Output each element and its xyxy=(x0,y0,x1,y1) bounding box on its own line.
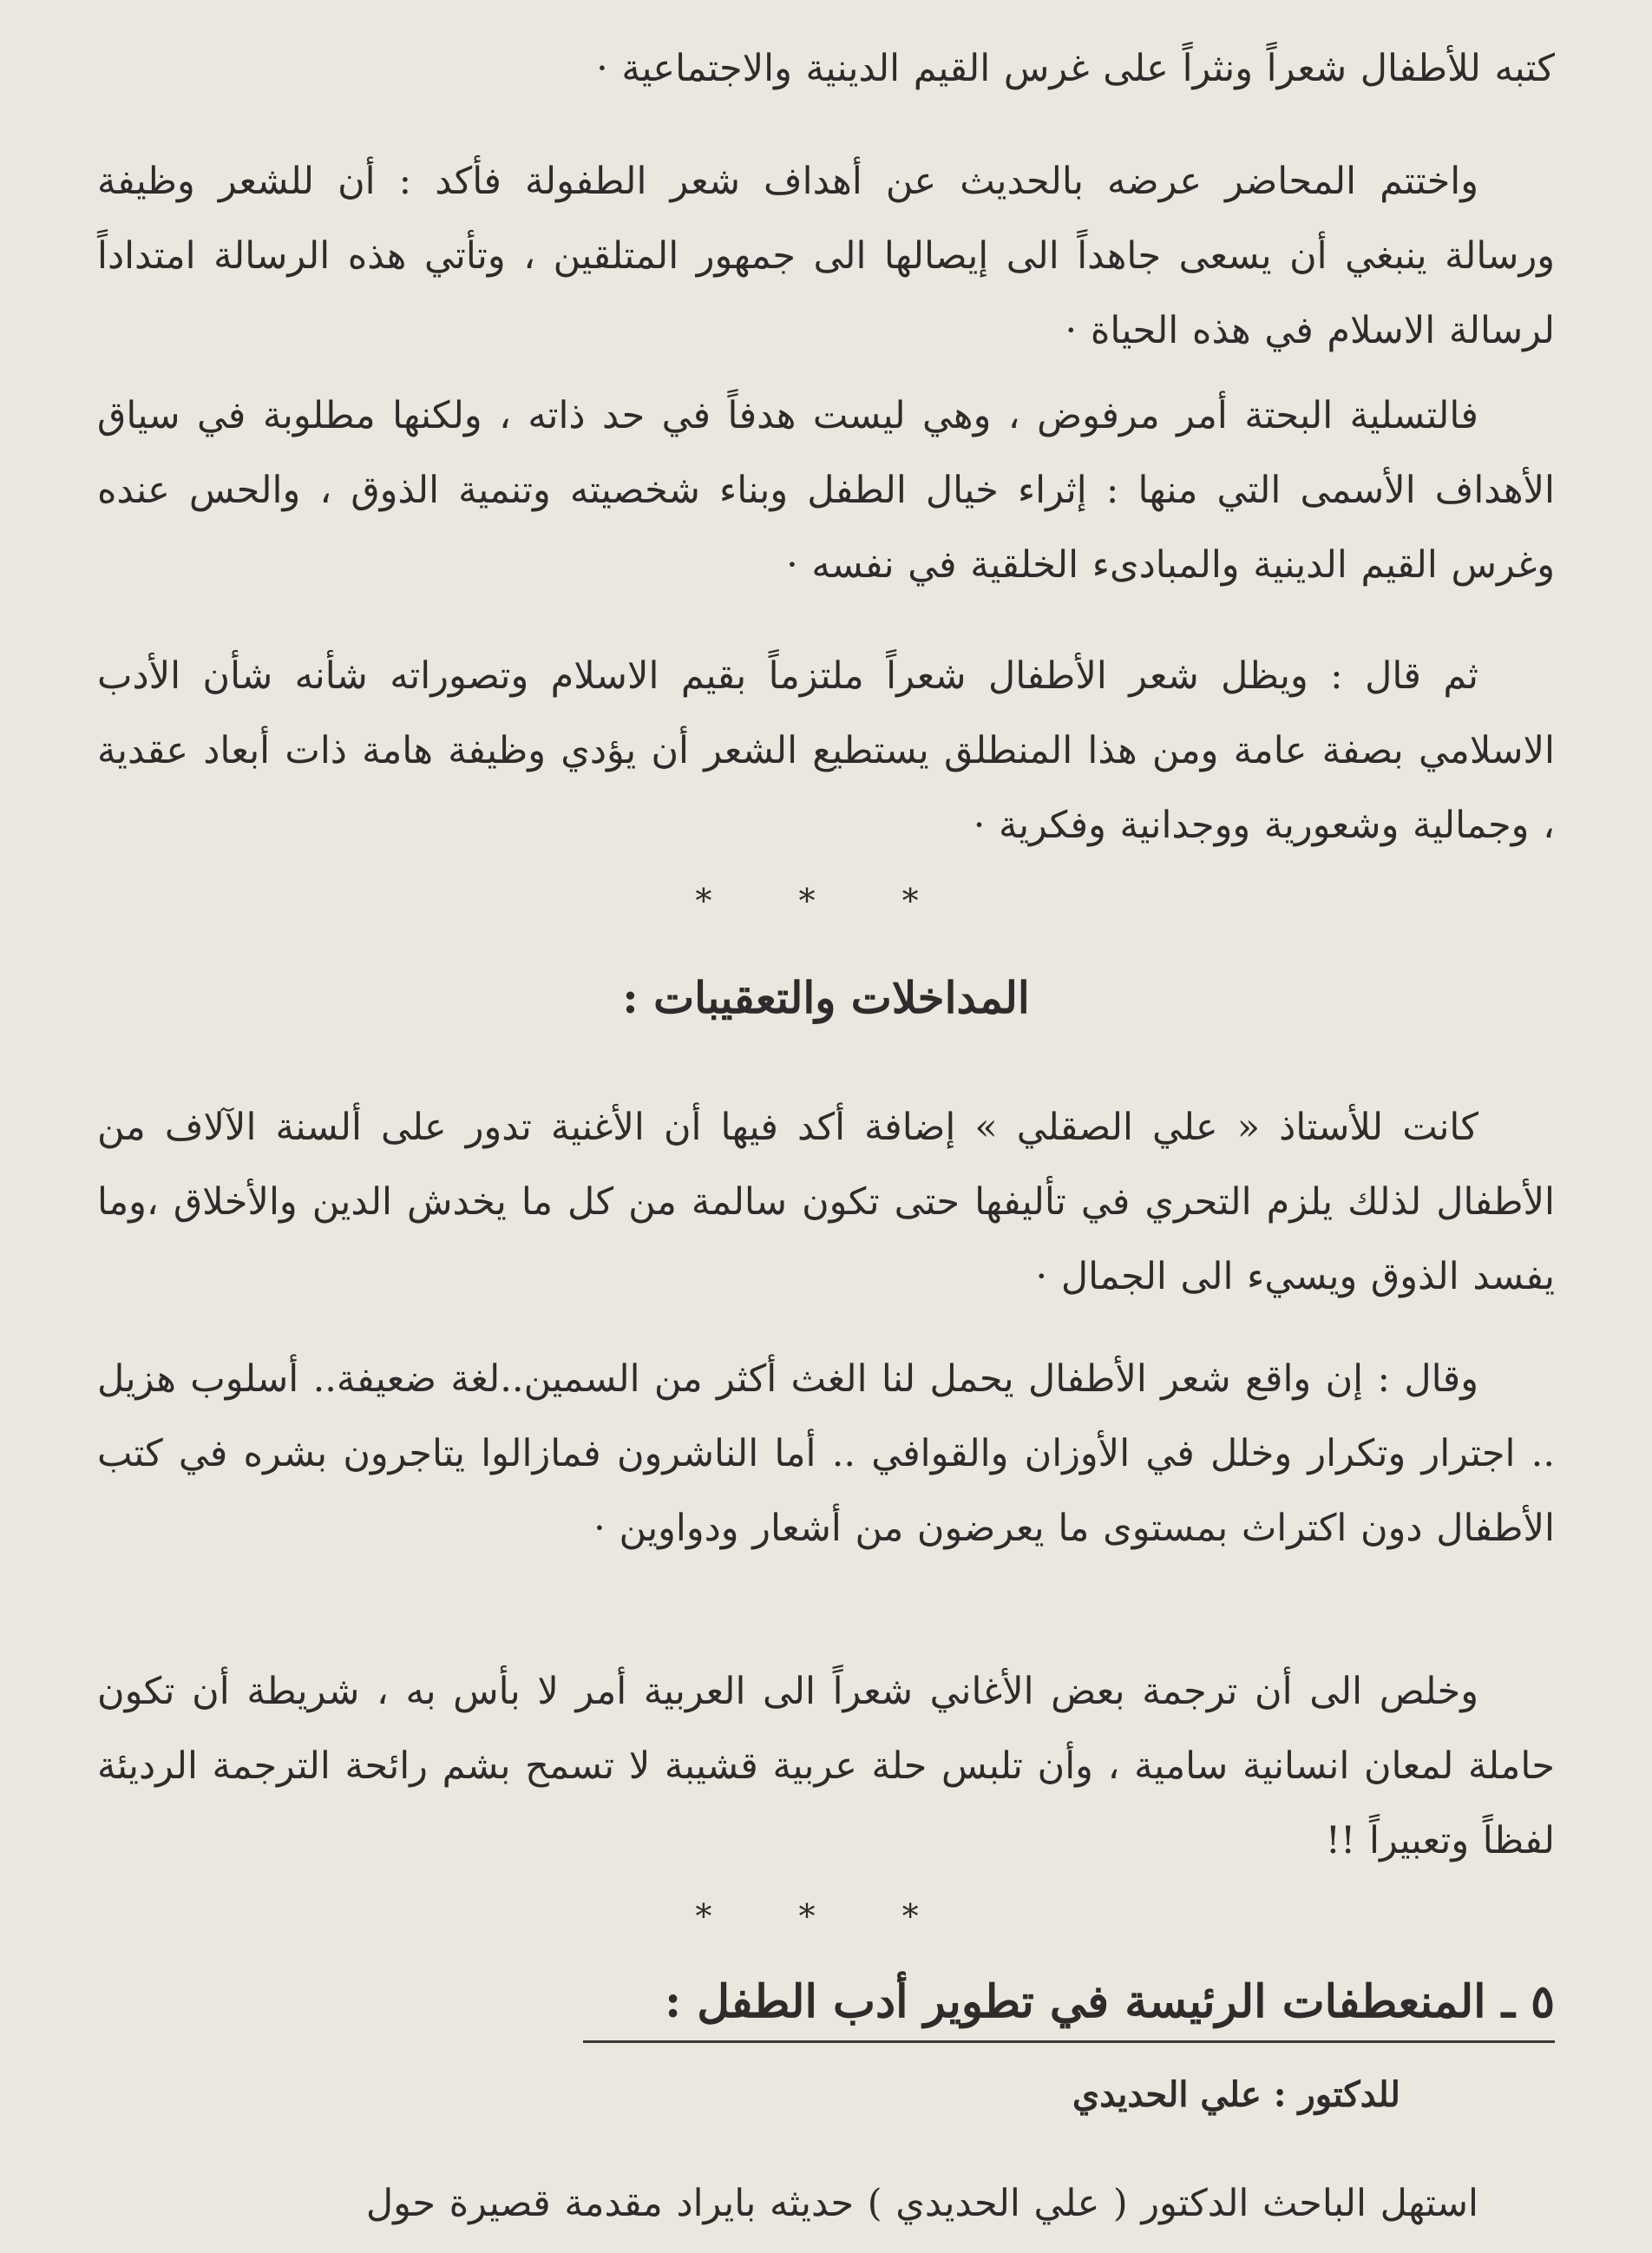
section-divider-stars: * * * xyxy=(695,882,957,920)
paragraph-saqali xyxy=(97,1090,1555,1314)
paragraph-saqali-text: كانت للأستاذ « علي الصقلي » إضافة أكد فيها أن الأغنية تدور على ألسنة الآلاف من الأطفال لذلك يلزم التحري في تأليفها حتى تكون سالمة من كل ما يخدش الدين والأخلاق ،وما يفسد الذوق ويسيء الى الجمال · xyxy=(97,1106,1555,1298)
paragraph-entertainment xyxy=(97,378,1555,602)
section-title: ٥ ـ المنعطفات الرئيسة في تطوير أدب الطفل : xyxy=(583,1975,1555,2043)
paragraph-opening xyxy=(97,2166,1555,2241)
paragraph-entertainment-text: فالتسلية البحتة أمر مرفوض ، وهي ليست هدفاً في حد ذاته ، ولكنها مطلوبة في سياق الأهداف الأسمى التي منها : إثراء خيال الطفل وبناء شخصيته وتنمية الذوق ، والحس عنده وغرس القيم الدينية والمبادىء الخلقية في نفسه · xyxy=(97,394,1555,587)
section-divider-stars-2: * * * xyxy=(695,1897,957,1935)
paragraph-translation-text: وخلص الى أن ترجمة بعض الأغاني شعراً الى العربية أمر لا بأس به ، شريطة أن تكون حاملة لمعان انسانية سامية ، وأن تلبس حلة عربية قشيبة لا تسمح بشم رائحة الترجمة الرديئة لفظاً وتعبيراً !! xyxy=(97,1670,1555,1862)
paragraph-reality xyxy=(97,1342,1555,1566)
paragraph-opening-text: استهل الباحث الدكتور ( علي الحديدي ) حديثه بايراد مقدمة قصيرة حول xyxy=(365,2182,1478,2225)
paragraph-translation xyxy=(97,1654,1555,1878)
paragraph-continuation: كتبه للأطفال شعراً ونثراً على غرس القيم الدينية والاجتماعية · xyxy=(596,47,1555,90)
heading-interventions: المداخلات والتعقيبات : xyxy=(622,972,1030,1023)
paragraph-conclusion xyxy=(97,144,1555,368)
paragraph-reality-text: وقال : إن واقع شعر الأطفال يحمل لنا الغث أكثر من السمين..لغة ضعيفة.. أسلوب هزيل .. اجترار وتكرار وخلل في الأوزان والقوافي .. أما الناشرون فمازالوا يتاجرون بشره في كتب الأطفال دون اكتراث بمستوى ما يعرضون من أشعار ودواوين · xyxy=(97,1357,1555,1550)
author-line: للدكتور : علي الحديدي xyxy=(1072,2074,1400,2115)
paragraph-commitment xyxy=(97,639,1555,863)
paragraph-commitment-text: ثم قال : ويظل شعر الأطفال شعراً ملتزماً بقيم الاسلام وتصوراته شأنه شأن الأدب الاسلامي بصفة عامة ومن هذا المنطلق يستطيع الشعر أن يؤدي وظيفة هامة ذات أبعاد عقدية ، وجمالية وشعورية ووجدانية وفكرية · xyxy=(97,654,1555,847)
paragraph-conclusion-text: واختتم المحاضر عرضه بالحديث عن أهداف شعر الطفولة فأكد : أن للشعر وظيفة ورسالة ينبغي أن يسعى جاهداً الى إيصالها الى جمهور المتلقين ، وتأتي هذه الرسالة امتداداً لرسالة الاسلام في هذه الحياة · xyxy=(97,160,1555,352)
